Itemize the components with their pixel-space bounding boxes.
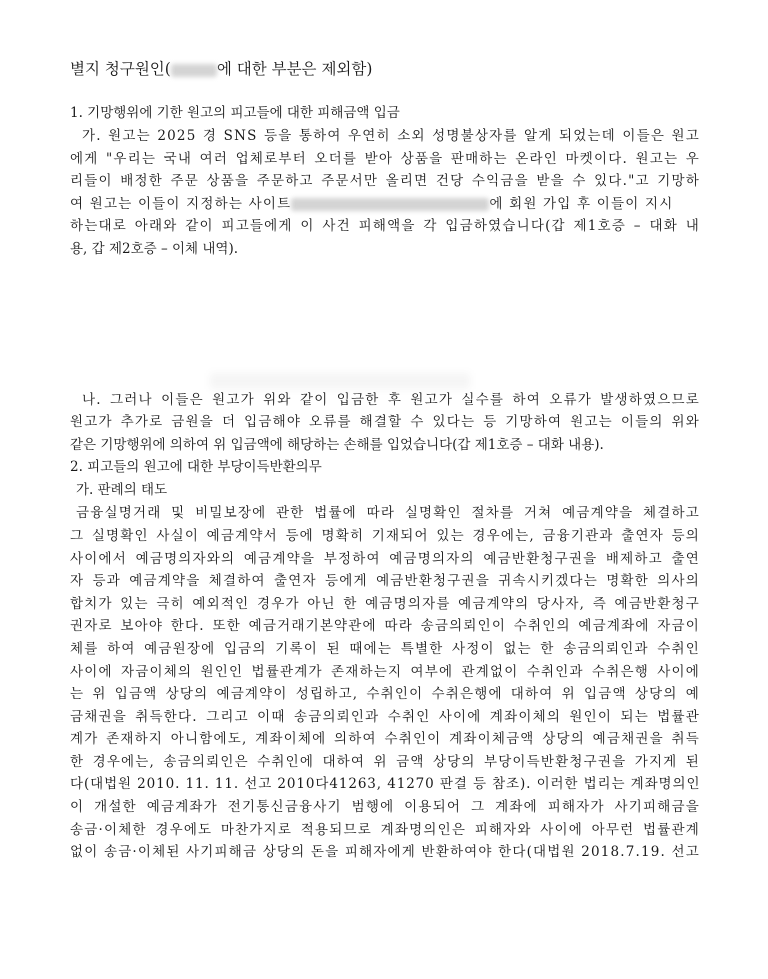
section2-paragraph	[70, 502, 700, 864]
s2-line: 는 위 입금액 상당의 예금계약이 성립하고, 수취인이 수취은행에 대하여 위 입금액 상당의 예	[70, 686, 700, 703]
s2-line: 권자로 보아야 한다. 또한 예금거래기본약관에 따라 송금의뢰인이 수취인의 예금계좌에 자금이	[70, 618, 700, 635]
redacted-site	[291, 198, 489, 211]
s2-line: 한 경우에는, 송금의뢰인은 수취인에 대하여 위 금액 상당의 부당이득반환청구권을 가지게 된	[70, 753, 700, 770]
section2-heading: 2. 피고들의 원고에 대한 부당이득반환의무	[70, 459, 322, 476]
s2-line: 송금·이체한 경우에도 마찬가지로 적용되므로 계좌명의인은 피해자와 사이에 아무런 법률관계	[70, 821, 700, 838]
s2-line: 사이에서 예금명의자와의 예금계약을 부정하여 예금명의자의 예금반환청구권을 배제하고 출연	[70, 550, 700, 567]
ga-line: 에게 "우리는 국내 여러 업체로부터 오더를 받아 상품을 판매하는 온라인 마켓이다. 원고는 우	[70, 150, 700, 167]
section2-subheading: 가. 판례의 태도	[76, 482, 168, 499]
s2-line: 금융실명거래 및 비밀보장에 관한 법률에 따라 실명확인 절차를 거쳐 예금계약을 체결하고	[76, 505, 700, 522]
s2-line: 자 등과 예금계약을 체결하여 출연자 등에게 예금반환청구권을 귀속시키겠다는 명확한 의사의	[70, 573, 700, 590]
s2-line: 이 개설한 예금계좌가 전기통신금융사기 범행에 이용되어 그 계좌에 피해자가 사기피해금을	[70, 799, 700, 816]
section1-ga-paragraph	[70, 125, 700, 261]
document-title	[70, 58, 700, 80]
na-line: 나. 그러나 이들은 원고가 위와 같이 입금한 후 원고가 실수를 하여 오류가 발생하였으므로	[82, 391, 700, 408]
ga-line: 용, 갑 제2호증 – 이체 내역).	[70, 240, 239, 257]
s2-line: 사이에 자금이체의 원인인 법률관계가 존재하는지 여부에 관계없이 수취인과 수취은행 사이에	[70, 663, 700, 680]
section1-heading: 1. 기망행위에 기한 원고의 피고들에 대한 피해금액 입금	[70, 105, 400, 121]
ga-line: 리들이 배정한 주문 상품을 주문하고 주문서만 올리면 건당 수익금을 받을 수 있다."고 기망하	[70, 173, 700, 190]
s2-line: 합치가 있는 극히 예외적인 경우가 아닌 한 예금명의자를 예금계약의 당사자, 즉 예금반환청구	[70, 595, 700, 612]
ga-line: 하는대로 아래와 같이 피고들에게 이 사건 피해액을 각 입금하였습니다(갑 제1호증 – 대화 내	[70, 218, 700, 235]
faint-watermark	[210, 373, 470, 389]
na-line: 같은 기망행위에 의하여 위 입금액에 해당하는 손해를 입었습니다(갑 제1호증 – 대화 내용).	[70, 436, 604, 453]
ga-line-with-redaction	[70, 193, 700, 216]
s2-line: 체를 하여 예금원장에 입금의 기록이 된 때에는 특별한 사정이 없는 한 송금의뢰인과 수취인	[70, 640, 700, 657]
document-body	[70, 58, 700, 864]
redacted-name	[171, 64, 217, 77]
s2-line: 그 실명확인 사실이 예금계약서 등에 명확히 기재되어 있는 경우에는, 금융기관과 출연자 등의	[70, 527, 700, 544]
title-suffix: 에 대한 부분은 제외함)	[216, 60, 373, 78]
ga-line-part: 에 회원 가입 후 이들이 지시	[489, 195, 674, 212]
s2-line: 다(대법원 2010. 11. 11. 선고 2010다41263, 41270 판결 등 참조). 이러한 법리는 계좌명의인	[70, 776, 701, 793]
na-line: 원고가 추가로 금원을 더 입금해야 오류를 해결할 수 있다는 등 기망하여 원고는 이들의 위와	[70, 414, 700, 431]
section1-na-paragraph	[70, 389, 700, 457]
blank-area	[70, 261, 700, 389]
ga-line: 가. 원고는 2025 경 SNS 등을 통하여 우연히 소외 성명불상자를 알게 되었는데 이들은 원고	[82, 128, 700, 144]
s2-line: 없이 송금·이체된 사기피해금 상당의 돈을 피해자에게 반환하여야 한다(대법원 2018.7.19. 선고	[70, 844, 700, 861]
title-prefix: 별지 청구원인(	[70, 60, 171, 78]
s2-line: 금채권을 취득한다. 그리고 이때 송금의뢰인과 수취인 사이에 계좌이체의 원인이 되는 법률관	[70, 708, 700, 725]
ga-line-part: 여 원고는 이들이 지정하는 사이트	[70, 195, 292, 212]
s2-line: 계가 존재하지 아니함에도, 계좌이체에 의하여 수취인이 계좌이체금액 상당의 예금채권을 취득	[70, 731, 700, 748]
